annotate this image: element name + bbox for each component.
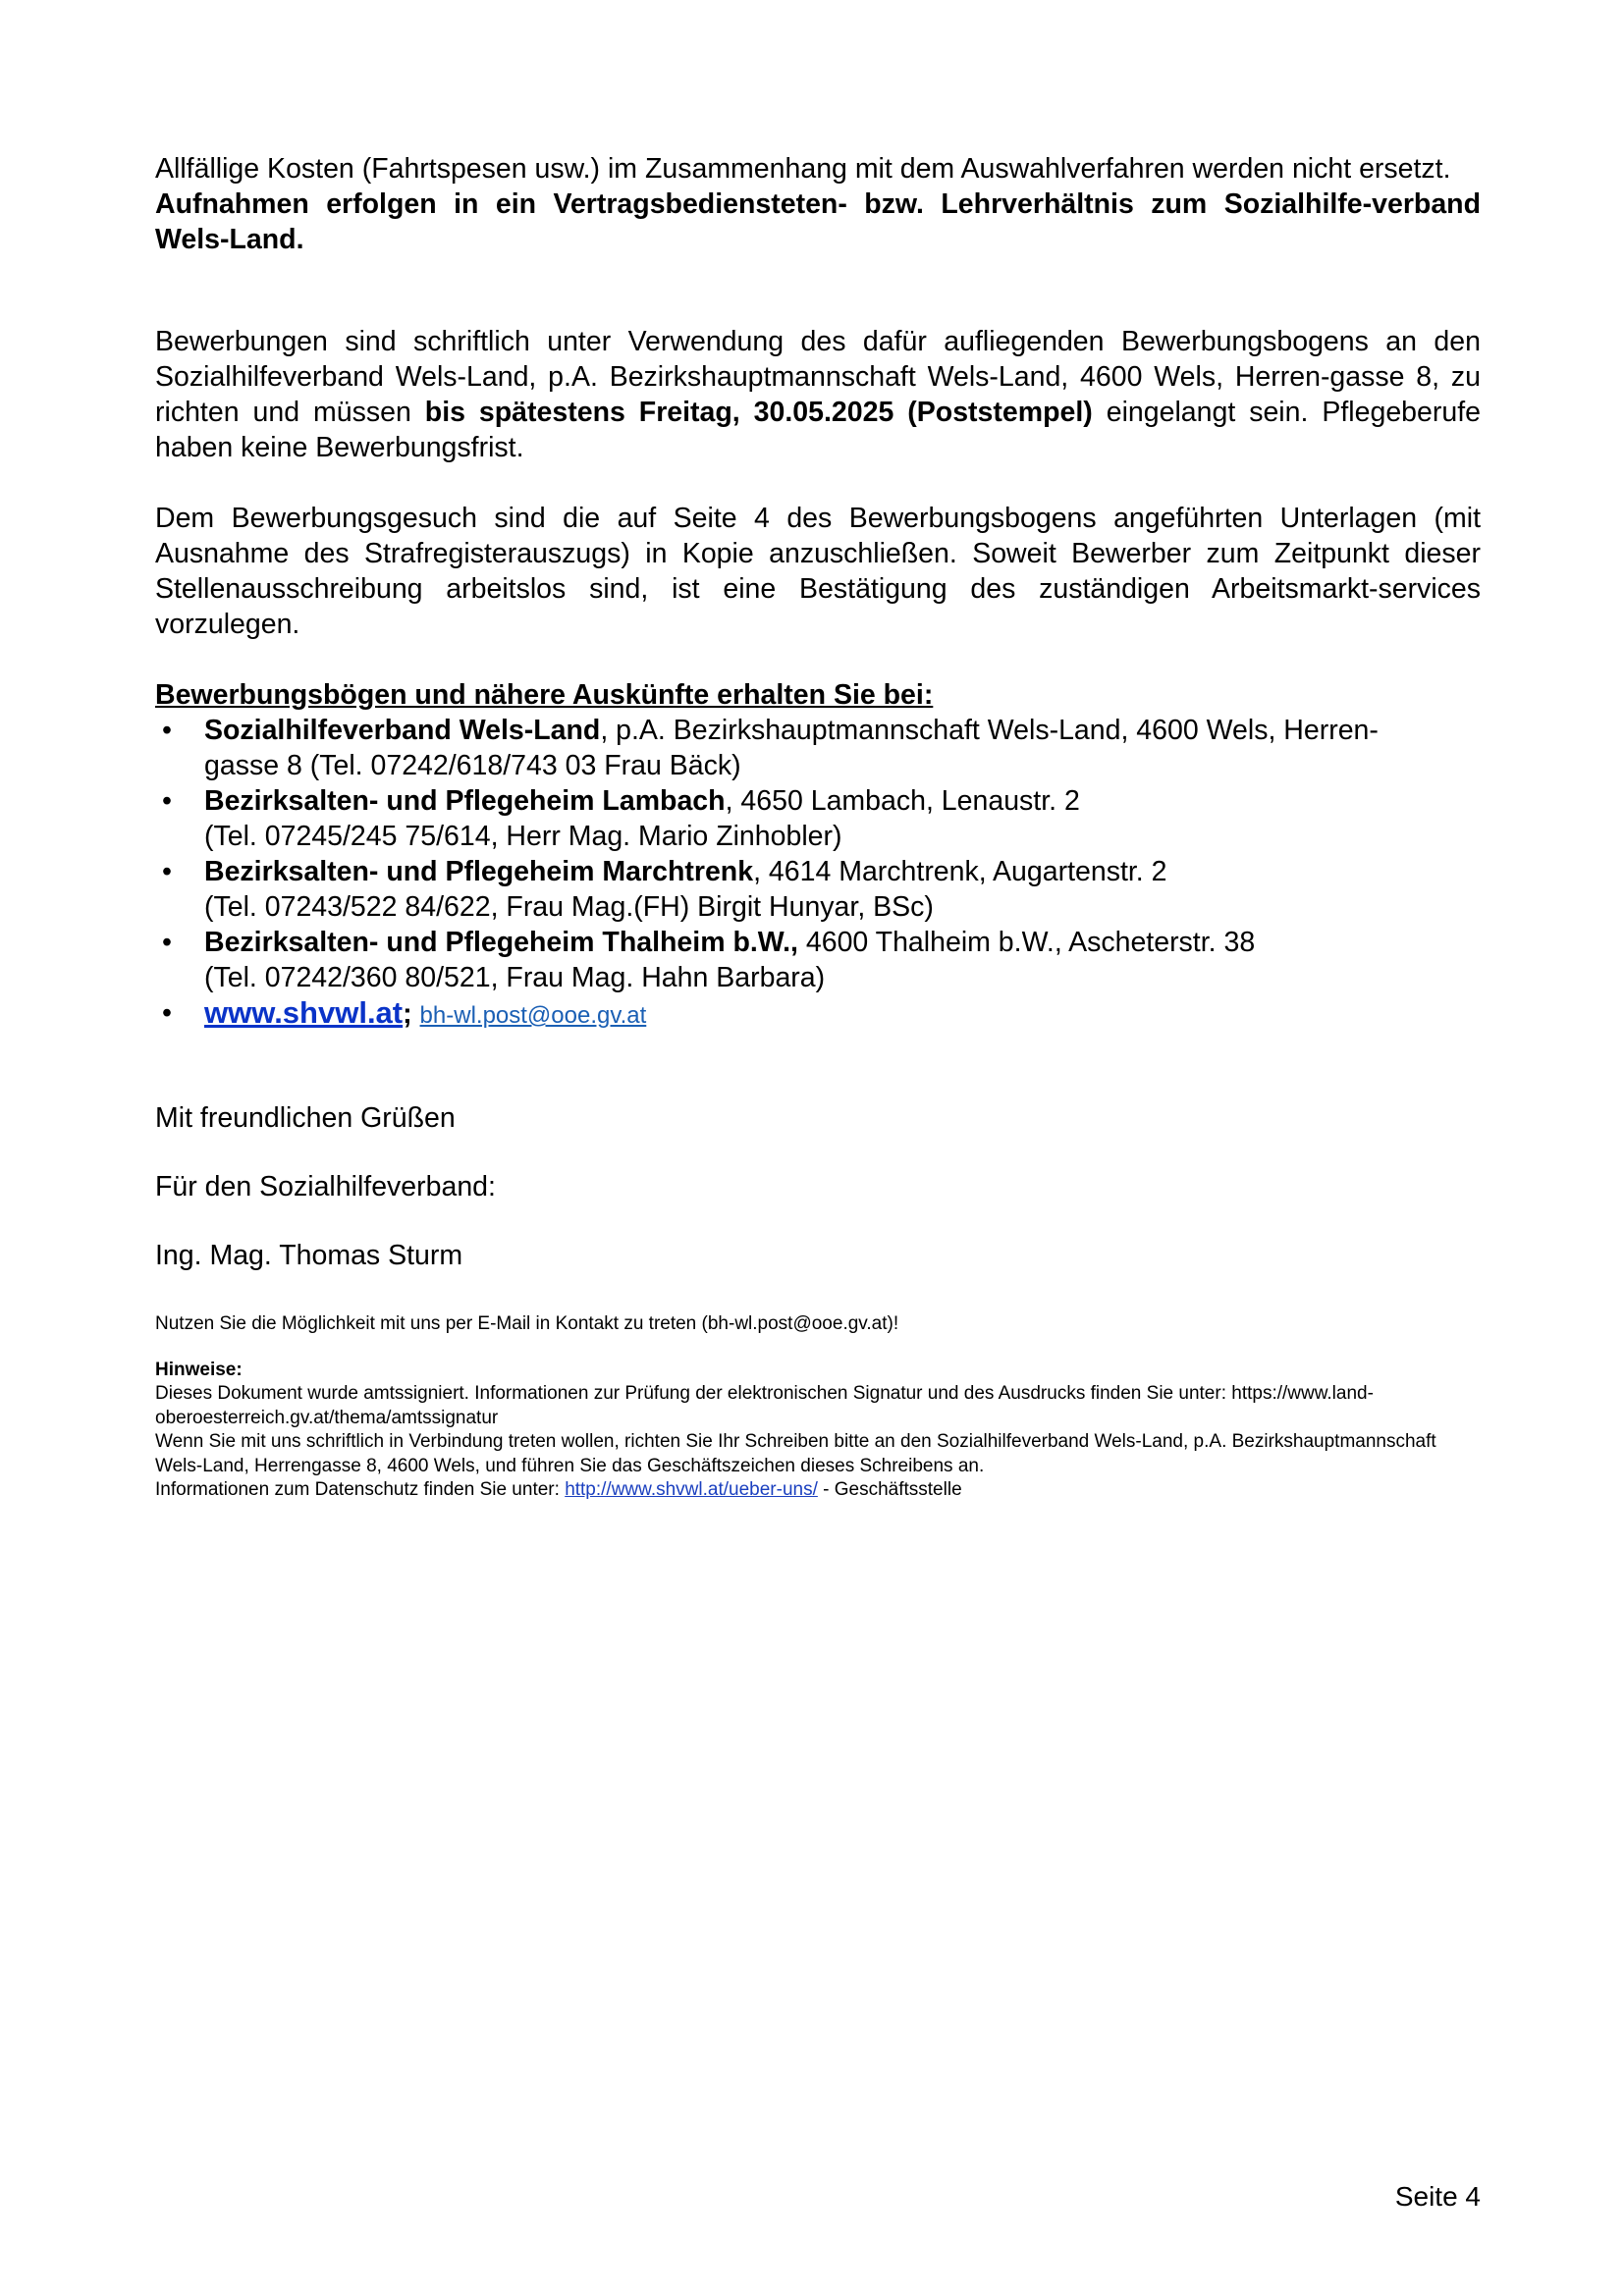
contact-phone: gasse 8 (Tel. 07242/618/743 03 Frau Bäck) — [204, 750, 741, 781]
contact-item — [155, 854, 1481, 925]
contact-address: , p.A. Bezirkshauptmannschaft Wels-Land, 4600 Wels, Herren- — [600, 715, 1379, 746]
bullet-icon: • — [162, 715, 172, 746]
application-paragraph — [155, 324, 1481, 465]
privacy-note — [155, 1478, 1481, 1503]
admission-paragraph: Aufnahmen erfolgen in ein Vertragsbediensteten- bzw. Lehrverhältnis zum Sozialhilfe-verband Wels-Land. — [155, 188, 1481, 255]
greeting: Mit freundlichen Grüßen — [155, 1102, 456, 1134]
bullet-icon: • — [162, 927, 172, 958]
signatory: Ing. Mag. Thomas Sturm — [155, 1240, 463, 1271]
document-page — [155, 151, 1481, 1503]
contact-address: , 4614 Marchtrenk, Augartenstr. 2 — [753, 856, 1167, 887]
hint-contact: Wenn Sie mit uns schriftlich in Verbindung treten wollen, richten Sie Ihr Schreiben bitte an den Sozialhilfeverband Wels-Land, p.A. Bezirkshauptmannschaft Wels-Land, Herrengasse 8, 4600 Wels, und führen Sie das Geschäftszeichen dieses Schreibens an. — [155, 1431, 1436, 1476]
contact-item — [155, 713, 1481, 783]
application-text-1: Bewerbungen sind schriftlich unter Verwendung des dafür aufliegenden Bewerbungsbogens an den Sozialhilfeverband Wels-Land, p.A. Bezirkshauptmannschaft Wels-Land, 4600 Wels, Herren-gasse 8, zu richten und müssen — [155, 326, 1481, 428]
for-organization: Für den Sozialhilfeverband: — [155, 1171, 496, 1202]
link-separator: ; — [403, 998, 412, 1030]
application-text-2: eingelangt sein. Pflegeberufe haben keine Bewerbungsfrist. — [155, 397, 1481, 463]
contact-address: 4600 Thalheim b.W., Ascheterstr. 38 — [797, 927, 1256, 958]
contact-address: , 4650 Lambach, Lenaustr. 2 — [725, 785, 1080, 817]
privacy-prefix: Informationen zum Datenschutz finden Sie unter: — [155, 1479, 566, 1500]
application-deadline: bis spätestens Freitag, 30.05.2025 (Poststempel) — [424, 397, 1093, 428]
contact-item-links — [155, 995, 1481, 1034]
bullet-icon: • — [162, 997, 172, 1029]
privacy-link[interactable]: http://www.shvwl.at/ueber-uns/ — [565, 1479, 818, 1500]
contact-name: Bezirksalten- und Pflegeheim Thalheim b.W., — [204, 927, 798, 958]
documents-paragraph: Dem Bewerbungsgesuch sind die auf Seite 4 des Bewerbungsbogens angeführten Unterlagen (mit Ausnahme des Strafregisterauszugs) in Kopie anzuschließen. Soweit Bewerber zum Zeitpunkt dieser Stellenausschreibung arbeitslos sind, ist eine Bestätigung des zuständigen Arbeitsmarkt-services vorzulegen. — [155, 503, 1481, 640]
bullet-icon: • — [162, 785, 172, 817]
website-link[interactable]: www.shvwl.at — [204, 995, 404, 1030]
contact-phone: (Tel. 07245/245 75/614, Herr Mag. Mario Zinhobler) — [204, 821, 842, 852]
email-note: Nutzen Sie die Möglichkeit mit uns per E-Mail in Kontakt zu treten (bh-wl.post@ooe.gv.at)! — [155, 1313, 899, 1334]
page-number: Seite 4 — [1394, 2181, 1481, 2212]
hints-title: Hinweise: — [155, 1359, 243, 1380]
contact-name: Sozialhilfeverband Wels-Land — [204, 715, 601, 746]
contact-item — [155, 925, 1481, 995]
contact-phone: (Tel. 07242/360 80/521, Frau Mag. Hahn Barbara) — [204, 962, 826, 993]
privacy-suffix: - Geschäftsstelle — [817, 1479, 962, 1500]
contact-name: Bezirksalten- und Pflegeheim Marchtrenk — [204, 856, 754, 887]
bullet-icon: • — [162, 856, 172, 887]
contacts-heading: Bewerbungsbögen und nähere Auskünfte erhalten Sie bei: — [155, 679, 934, 711]
contact-name: Bezirksalten- und Pflegeheim Lambach — [204, 785, 726, 817]
email-link[interactable]: bh-wl.post@ooe.gv.at — [419, 1002, 647, 1029]
hint-signature: Dieses Dokument wurde amtssigniert. Informationen zur Prüfung der elektronischen Signatur und des Ausdrucks finden Sie unter: https://www.land-oberoesterreich.gv.at/thema/amtssignatur — [155, 1383, 1374, 1428]
contact-item — [155, 783, 1481, 854]
contacts-list — [155, 713, 1481, 1034]
contact-phone: (Tel. 07243/522 84/622, Frau Mag.(FH) Birgit Hunyar, BSc) — [204, 891, 934, 923]
costs-paragraph: Allfällige Kosten (Fahrtspesen usw.) im Zusammenhang mit dem Auswahlverfahren werden nicht ersetzt. — [155, 153, 1451, 185]
